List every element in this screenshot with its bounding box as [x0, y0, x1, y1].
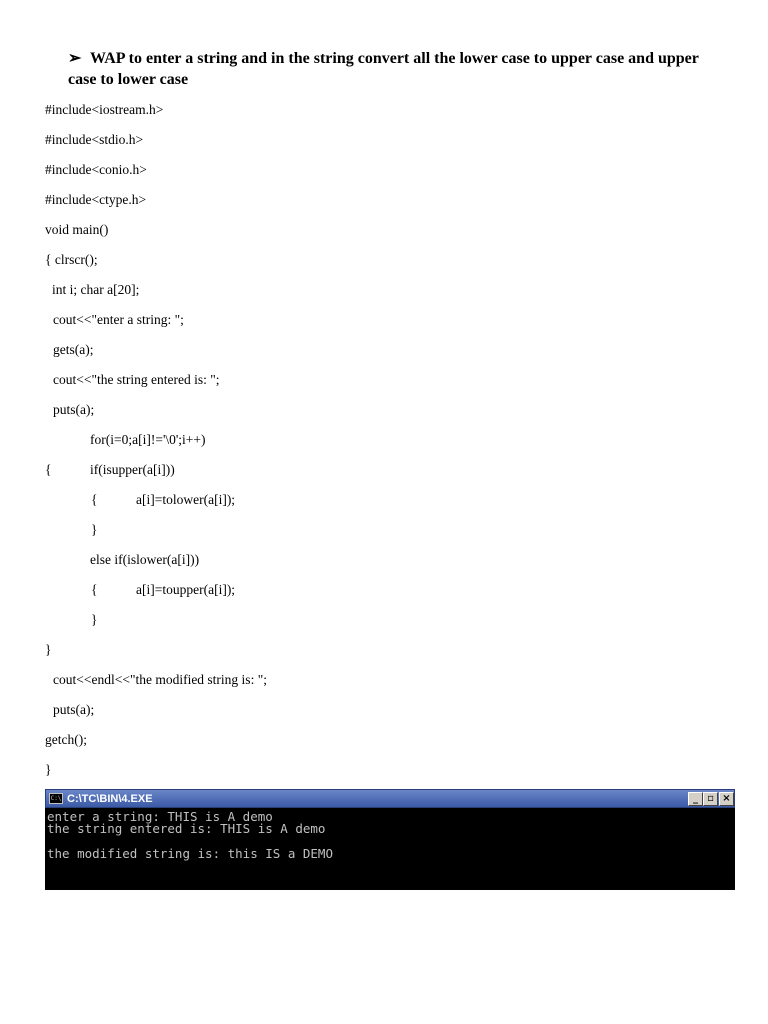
code-line: #include<iostream.h>: [45, 102, 164, 117]
console-icon[interactable]: C:\: [50, 795, 62, 802]
code-line: cout<<"the string entered is: ";: [53, 372, 220, 387]
code-text: a[i]=tolower(a[i]);: [136, 492, 236, 507]
brace: {: [91, 582, 98, 597]
brace: {: [45, 462, 52, 477]
code-line: { clrscr();: [45, 252, 98, 267]
code-line: }: [45, 642, 52, 657]
minimize-button[interactable]: _: [688, 792, 703, 806]
code-line: puts(a);: [53, 702, 95, 717]
console-titlebar[interactable]: [45, 789, 735, 808]
console-window: [45, 789, 735, 890]
code-line: getch();: [45, 732, 87, 747]
code-line: void main(): [45, 222, 109, 237]
code-line: else if(islower(a[i])): [90, 552, 200, 567]
code-line: gets(a);: [53, 342, 94, 357]
arrow-bullet-icon: ➢: [68, 50, 82, 67]
heading-text: WAP to enter a string and in the string convert all the lower case to upper case and upper case to lower case: [68, 50, 699, 88]
console-line: enter a string: THIS is A demo: [47, 809, 273, 824]
code-line: for(i=0;a[i]!='\0';i++): [90, 432, 206, 447]
heading: [68, 48, 708, 90]
code-line: cout<<endl<<"the modified string is: ";: [53, 672, 267, 687]
console-output: [45, 808, 735, 890]
code-text: if(isupper(a[i])): [90, 462, 175, 477]
code-line: }: [91, 522, 98, 537]
console-title: C:\TC\BIN\4.EXE: [67, 793, 153, 805]
restore-button[interactable]: ▫: [703, 792, 718, 806]
code-line: #include<stdio.h>: [45, 132, 144, 147]
code-line: #include<conio.h>: [45, 162, 147, 177]
console-line: the string entered is: THIS is A demo: [47, 821, 326, 836]
console-line: the modified string is: this IS a DEMO: [47, 846, 333, 861]
code-line: cout<<"enter a string: ";: [53, 312, 184, 327]
code-line: }: [91, 612, 98, 627]
code-line: puts(a);: [53, 402, 95, 417]
code-line: #include<ctype.h>: [45, 192, 147, 207]
code-line: }: [45, 762, 52, 777]
brace: {: [91, 492, 98, 507]
close-button[interactable]: ×: [719, 792, 734, 806]
code-text: a[i]=toupper(a[i]);: [136, 582, 236, 597]
code-line: int i; char a[20];: [52, 282, 140, 297]
